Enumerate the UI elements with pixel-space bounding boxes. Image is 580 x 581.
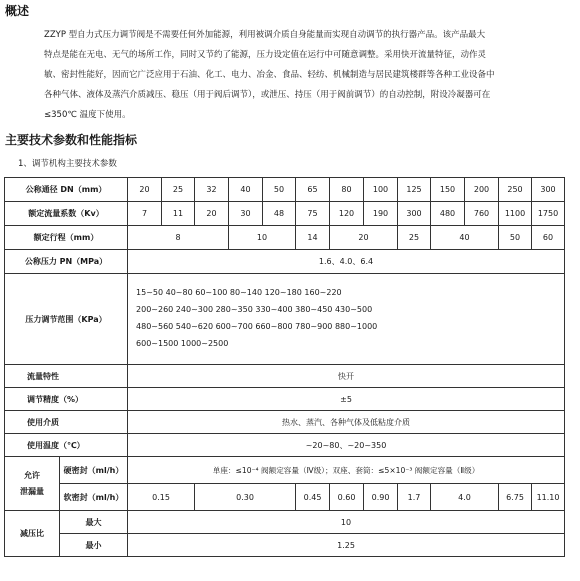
overview-text [44,25,564,125]
leak-soft-cell: 0.90 [364,484,398,511]
specs-heading: 主要技术参数和性能指标 [5,133,138,147]
stroke-cell: 50 [499,226,532,250]
accuracy-label: 调节精度（%） [5,388,128,411]
stroke-cell: 14 [296,226,330,250]
range-line: 480~560 540~620 600~700 660~800 780~900 880~1000 [136,322,378,331]
leak-label-line: 泄漏量 [20,486,44,496]
leak-soft-cell: 0.60 [330,484,364,511]
leak-soft-cell: 0.30 [195,484,296,511]
spec-table [4,177,565,557]
specs-subheading: 1、调节机构主要技术参数 [18,159,117,169]
row-temp [5,434,565,457]
leak-hard-label: 硬密封（ml/h） [60,457,128,484]
row-dn [5,178,565,202]
dn-cell: 32 [195,178,229,202]
dn-cell: 200 [465,178,499,202]
kv-cell: 480 [431,202,465,226]
kv-cell: 11 [162,202,195,226]
row-medium [5,411,565,434]
dn-cell: 125 [398,178,431,202]
kv-cell: 48 [263,202,296,226]
kv-cell: 20 [195,202,229,226]
medium-label: 使用介质 [5,411,128,434]
ratio-max-label: 最大 [60,511,128,534]
temp-label: 使用温度（℃） [5,434,128,457]
row-ratio-max [5,511,565,534]
kv-cell: 7 [128,202,162,226]
row-accuracy [5,388,565,411]
overview-line: 敏、密封性能好，因而它广泛应用于石油、化工、电力、冶金、食品、轻纺、机械制造与居民建筑楼群等各种工业设备中 [44,70,495,80]
pn-value: 1.6、4.0、6.4 [128,250,565,274]
overview-line: ≤350℃ 温度下使用。 [44,110,131,120]
stroke-cell: 25 [398,226,431,250]
temp-value: ~20~80、~20~350 [128,434,565,457]
row-kv [5,202,565,226]
kv-cell: 1100 [499,202,532,226]
row-leak-soft [5,484,565,511]
leak-hard-value: 单座：≤10⁻⁴ 阀额定容量（Ⅳ级）；双座、套筒：≤5×10⁻³ 阀额定容量（Ⅱ级） [128,457,565,484]
row-stroke [5,226,565,250]
kv-cell: 190 [364,202,398,226]
row-ratio-min [5,534,565,557]
stroke-cell: 60 [532,226,565,250]
dn-cell: 300 [532,178,565,202]
dn-cell: 250 [499,178,532,202]
stroke-cell: 20 [330,226,398,250]
leak-soft-cell: 11.10 [532,484,565,511]
accuracy-value: ±5 [128,388,565,411]
kv-label: 额定流量系数（Kv） [5,202,128,226]
kv-cell: 120 [330,202,364,226]
leak-soft-label: 软密封（ml/h） [60,484,128,511]
kv-cell: 760 [465,202,499,226]
dn-cell: 150 [431,178,465,202]
kv-cell: 30 [229,202,263,226]
dn-cell: 25 [162,178,195,202]
range-line: 600~1500 1000~2500 [136,338,229,348]
leak-soft-cell: 0.15 [128,484,195,511]
dn-cell: 65 [296,178,330,202]
range-line: 15~50 40~80 60~100 80~140 120~180 160~220 [136,288,342,298]
medium-value: 热水、蒸汽、各种气体及低粘度介质 [128,411,565,434]
stroke-cell: 8 [128,226,229,250]
dn-label: 公称通径 DN（mm） [5,178,128,202]
overview-line: 各种气体、液体及蒸汽介质减压、稳压（用于阀后调节），或泄压、持压（用于阀前调节）的自动控制，附设冷凝器可在 [44,90,491,100]
ratio-label: 减压比 [5,511,60,557]
row-leak-hard [5,457,565,484]
kv-cell: 1750 [532,202,565,226]
kv-cell: 75 [296,202,330,226]
pn-label: 公称压力 PN（MPa） [5,250,128,274]
leak-soft-cell: 4.0 [431,484,499,511]
overview-line: ZZYP 型自力式压力调节阀是不需要任何外加能源，利用被调介质自身能量而实现自动调节的执行器产品。该产品最大 [44,30,486,40]
range-line: 200~260 240~300 280~350 330~400 380~450 430~500 [136,305,373,315]
dn-cell: 20 [128,178,162,202]
flow-label: 流量特性 [5,365,128,388]
stroke-cell: 40 [431,226,499,250]
stroke-label: 额定行程（mm） [5,226,128,250]
dn-cell: 80 [330,178,364,202]
dn-cell: 100 [364,178,398,202]
range-values [128,274,565,365]
overview-line: 特点是能在无电、无气的场所工作，同时又节约了能源，压力设定值在运行中可随意调整。采用快开流量特征，动作灵 [44,50,487,60]
dn-cell: 50 [263,178,296,202]
dn-cell: 40 [229,178,263,202]
overview-heading: 概述 [5,4,30,18]
leak-label [5,457,60,511]
row-range [5,274,565,365]
kv-cell: 300 [398,202,431,226]
range-label: 压力调节范围（KPa） [5,274,128,365]
leak-soft-cell: 0.45 [296,484,330,511]
leak-soft-cell: 6.75 [499,484,532,511]
leak-soft-cell: 1.7 [398,484,431,511]
row-pn [5,250,565,274]
ratio-min-label: 最小 [60,534,128,557]
leak-label-line: 允许 [24,470,40,480]
row-flow [5,365,565,388]
ratio-max-value: 10 [128,511,565,534]
flow-value: 快开 [128,365,565,388]
stroke-cell: 10 [229,226,296,250]
ratio-min-value: 1.25 [128,534,565,557]
